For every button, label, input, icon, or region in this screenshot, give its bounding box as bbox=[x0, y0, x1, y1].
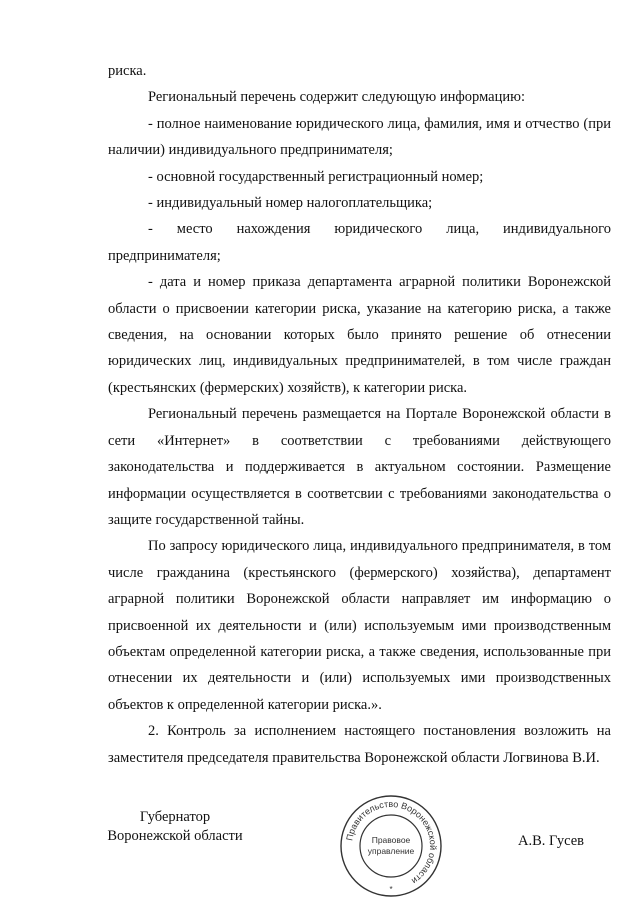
signatory-name: А.В. Гусев bbox=[518, 833, 584, 849]
list-item-inn: - индивидуальный номер налогоплательщика; bbox=[148, 195, 433, 212]
paragraph-information-request: По запросу юридического лица, индивидуального предпринимателя, в том числе гражданина (крестьянского (фермерского) хозяйства), департамент аграрной политики Воронежской области направляет им информацию о присвоенной их деятельности и (или) используемым ими производственным объектам определенной категории риска, а также сведения, использованные при отнесении их деятельности и (или) используемых ими производственных объектов к определенной категории риска.». bbox=[108, 538, 611, 713]
document-body bbox=[108, 58, 611, 771]
list-item-order-details: - дата и номер приказа департамента аграрной политики Воронежской области о присвоении категории риска, указание на категорию риска, а также сведения, на основании которых было принято решение об отнесении юридических лиц, индивидуальных предпринимателей, в том числе граждан (крестьянских (фермерских) хозяйств), к категории риска. bbox=[108, 274, 611, 396]
list-item-ogrn: - основной государственный регистрационный номер; bbox=[148, 168, 484, 185]
stamp-center-line1: Правовое bbox=[371, 835, 411, 845]
signatory-title-line1: Губернатор bbox=[139, 809, 211, 825]
stamp-ring-text: Правительство Воронежской области bbox=[344, 798, 439, 887]
signatory-title bbox=[100, 808, 250, 846]
legal-department-stamp bbox=[338, 793, 444, 899]
list-item-location: - место нахождения юридического лица, индивидуального предпринимателя; bbox=[108, 221, 611, 264]
paragraph-risk-tail: риска. bbox=[108, 63, 147, 79]
list-item-full-name: - полное наименование юридического лица, фамилия, имя и отчество (при наличии) индивидуального предпринимателя; bbox=[108, 115, 611, 159]
stamp-star: * bbox=[389, 885, 393, 894]
signatory-title-line2: Воронежской области bbox=[107, 828, 243, 844]
paragraph-portal-publication: Региональный перечень размещается на Портале Воронежской области в сети «Интернет» в соответствии с требованиями действующего законодательства и поддерживается в актуальном состоянии. Размещение информации осуществляется в соответсвии с требованиями законодательства о защите государственной тайны. bbox=[108, 406, 611, 528]
paragraph-control-clause: 2. Контроль за исполнением настоящего постановления возложить на заместителя председателя правительства Воронежской области Логвинова В.И. bbox=[108, 723, 611, 766]
paragraph-register-intro: Региональный перечень содержит следующую информацию: bbox=[148, 89, 525, 106]
stamp-center-line2: управление bbox=[367, 846, 415, 856]
